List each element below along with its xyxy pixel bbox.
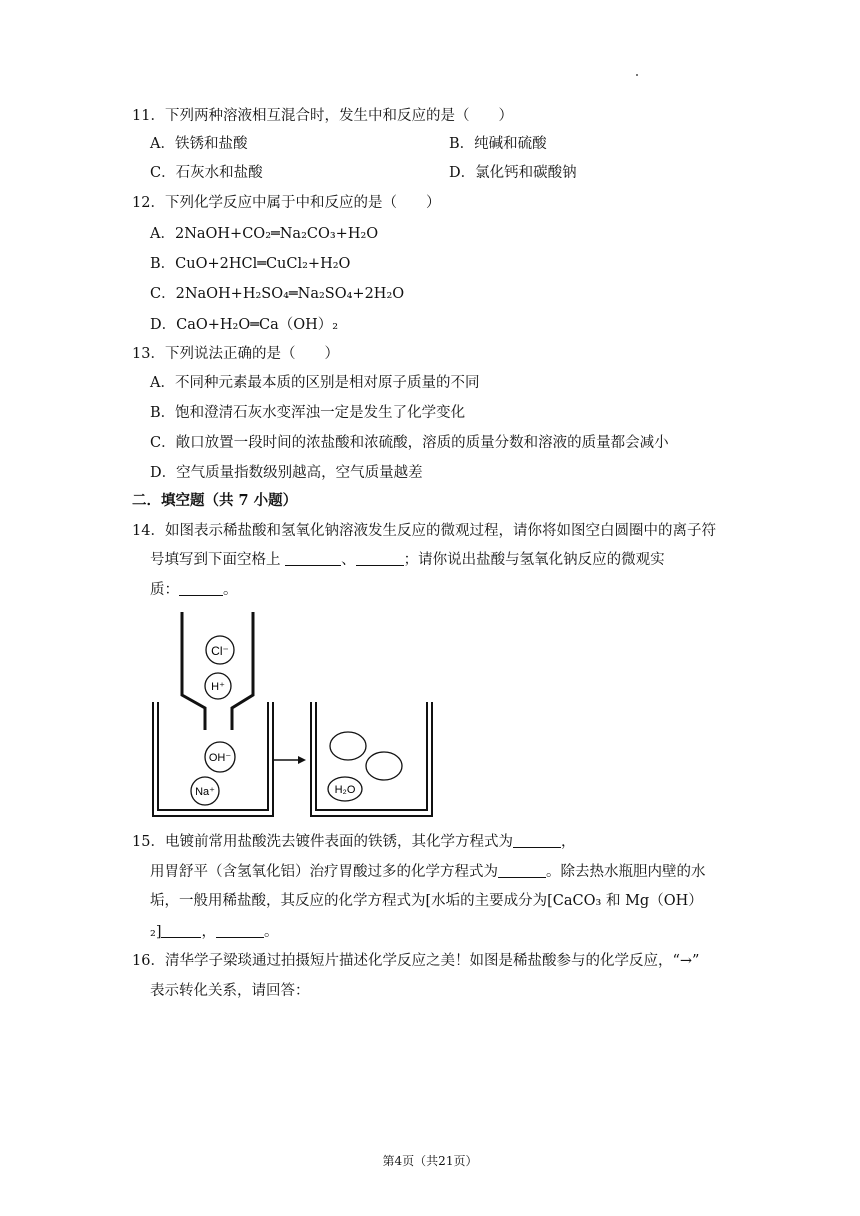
- q12-option-a: A．2NaOH+CO₂═Na₂CO₃+H₂O: [150, 226, 379, 242]
- answer-blank[interactable]: [161, 923, 201, 938]
- q12-stem: 12．下列化学反应中属于中和反应的是（ ）: [132, 195, 441, 211]
- q13-option-d: D．空气质量指数级别越高，空气质量越差: [150, 465, 423, 481]
- q15-text: 用胃舒平（含氢氧化铝）治疗胃酸过多的化学方程式为: [150, 864, 498, 880]
- oh-ion-label: OH⁻: [208, 752, 232, 764]
- q11-option-a: A．铁锈和盐酸: [150, 136, 248, 152]
- q15-text: 15．电镀前常用盐酸洗去镀件表面的铁锈，其化学方程式为: [132, 834, 513, 850]
- q16-line1: 16．清华学子梁琰通过拍摄短片描述化学反应之美！如图是稀盐酸参与的化学反应，“→”: [132, 953, 700, 969]
- q14-line1: 14．如图表示稀盐酸和氢氧化钠溶液发生反应的微观过程，请你将如图空白圆圈中的离子符: [132, 523, 716, 539]
- answer-blank[interactable]: [356, 551, 404, 566]
- q16-line2: 表示转化关系，请回答：: [150, 983, 310, 999]
- q15-line3: 垢，一般用稀盐酸，其反应的化学方程式为[水垢的主要成分为[CaCO₃ 和 Mg（OH）: [150, 893, 703, 909]
- cl-ion-label: Cl⁻: [211, 644, 229, 658]
- q11-option-d: D．氯化钙和碳酸钠: [449, 165, 577, 181]
- q15-text: ₂]: [150, 924, 162, 940]
- answer-blank[interactable]: [179, 581, 223, 596]
- q15-line1: [132, 832, 575, 852]
- q14-line2: [150, 550, 665, 570]
- h-ion-label: H⁺: [211, 681, 225, 693]
- answer-blank[interactable]: [513, 833, 561, 848]
- q14-text: 。: [223, 582, 238, 598]
- section-heading: 二．填空题（共 7 小题）: [132, 492, 298, 509]
- q13-option-a: A．不同种元素最本质的区别是相对原子质量的不同: [150, 375, 480, 391]
- h2o-label: H₂O: [334, 784, 356, 796]
- na-ion-label: Na⁺: [195, 786, 215, 798]
- q12-option-b: B．CuO+2HCl═CuCl₂+H₂O: [150, 256, 351, 272]
- q15-text: ，: [560, 834, 576, 850]
- dropper-tube: [182, 612, 253, 730]
- q15-text: 。: [263, 924, 279, 940]
- q14-text: 号填写到下面空格上: [150, 552, 286, 568]
- answer-blank[interactable]: [285, 551, 341, 566]
- empty-ion-circle[interactable]: [366, 752, 402, 780]
- arrow-icon: [274, 756, 306, 764]
- q15-text: ，: [201, 924, 216, 940]
- q15-line2: [150, 862, 706, 882]
- q11-option-c: C．石灰水和盐酸: [150, 165, 263, 181]
- q14-text: ；请你说出盐酸与氢氧化钠反应的微观实: [403, 552, 665, 568]
- q12-option-c: C．2NaOH+H₂SO₄═Na₂SO₄+2H₂O: [150, 286, 405, 302]
- q12-option-d: D．CaO+H₂O═Ca（OH）₂: [150, 317, 339, 333]
- stray-dot: [636, 74, 638, 76]
- q13-option-b: B．饱和澄清石灰水变浑浊一定是发生了化学变化: [150, 405, 466, 421]
- neutralization-diagram: [150, 610, 450, 820]
- answer-blank[interactable]: [498, 863, 546, 878]
- q13-option-c: C．敞口放置一段时间的浓盐酸和浓硫酸，溶质的质量分数和溶液的质量都会减小: [150, 435, 669, 451]
- q13-stem: 13．下列说法正确的是（ ）: [132, 346, 339, 362]
- q15-text: 。除去热水瓶胆内壁的水: [546, 864, 706, 880]
- q14-text: 、: [341, 552, 356, 568]
- q14-text: 质：: [150, 582, 179, 598]
- q14-line3: [150, 580, 238, 600]
- q11-option-b: B．纯碱和硫酸: [449, 136, 547, 152]
- q11-stem: 11．下列两种溶液相互混合时，发生中和反应的是（ ）: [132, 108, 513, 124]
- answer-blank[interactable]: [216, 923, 264, 938]
- q15-line4: [150, 922, 278, 942]
- empty-ion-circle[interactable]: [330, 732, 366, 760]
- page-footer: 第4页（共21页）: [382, 1154, 478, 1168]
